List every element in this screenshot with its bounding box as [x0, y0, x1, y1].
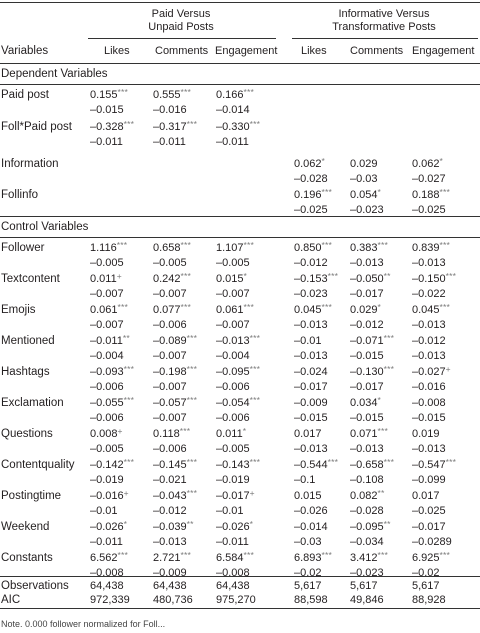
standard-error-cell: –0.013	[412, 257, 446, 269]
standard-error-cell: –0.027	[412, 173, 446, 185]
coefficient-cell: –0.071***	[350, 333, 395, 347]
standard-error-cell: –0.006	[90, 412, 124, 424]
significance-marker: ***	[180, 240, 192, 250]
col-header-likes-2: Likes	[301, 45, 327, 57]
coefficient-cell: –0.043***	[153, 488, 198, 502]
coefficient-cell: –0.017	[412, 521, 446, 533]
stat-value-cell: 64,438	[153, 580, 187, 592]
coefficient-cell: 0.008+	[90, 426, 123, 440]
coefficient-cell: –0.093***	[90, 364, 135, 378]
coefficient-cell: 0.015	[294, 490, 322, 502]
coefficient-cell: 0.034*	[350, 395, 382, 409]
standard-error-cell: –0.008	[90, 567, 124, 579]
standard-error-cell: –0.02	[294, 567, 322, 579]
coefficient-cell: 6.584***	[216, 550, 255, 564]
standard-error-cell: –0.023	[350, 204, 384, 216]
significance-marker: **	[186, 519, 194, 529]
significance-marker: *	[321, 156, 326, 166]
coefficient-cell: 6.893***	[294, 550, 333, 564]
significance-marker: ***	[383, 457, 395, 467]
coefficient-cell: 0.015*	[216, 271, 248, 285]
standard-error-cell: –0.03	[350, 173, 378, 185]
stat-value-cell: 64,438	[216, 580, 250, 592]
coefficient-cell: 0.196***	[294, 187, 333, 201]
significance-marker: ***	[439, 187, 451, 197]
col-header-comments-2: Comments	[350, 45, 404, 57]
coefficient-cell: –0.027+	[412, 364, 451, 378]
coefficient-cell: –0.016+	[90, 488, 129, 502]
control-section-rule	[0, 237, 480, 238]
significance-marker: ***	[249, 333, 261, 343]
table-top-rule	[0, 2, 480, 3]
col-header-comments-1: Comments	[155, 45, 209, 57]
significance-marker: +	[445, 364, 451, 374]
coefficient-cell: –0.095***	[216, 364, 261, 378]
standard-error-cell: –0.028	[350, 505, 384, 517]
row-label: Constants	[1, 552, 53, 564]
coefficient-cell: –0.130***	[350, 364, 395, 378]
standard-error-cell: –0.007	[90, 288, 124, 300]
standard-error-cell: –0.01	[90, 505, 118, 517]
significance-marker: ***	[243, 240, 255, 250]
significance-marker: +	[123, 488, 129, 498]
standard-error-cell: –0.026	[294, 505, 328, 517]
standard-error-cell: –0.011	[90, 136, 123, 148]
significance-marker: ***	[249, 364, 261, 374]
significance-marker: ***	[179, 426, 191, 436]
significance-marker: +	[249, 488, 255, 498]
significance-marker: *	[242, 426, 247, 436]
significance-marker: ***	[186, 395, 198, 405]
coefficient-cell: 0.839***	[412, 240, 451, 254]
coefficient-cell: 0.658***	[153, 240, 192, 254]
group-header-paid-line2: Unpaid Posts	[148, 21, 214, 33]
standard-error-cell: –0.1	[294, 474, 316, 486]
coefficient-cell: 6.562***	[90, 550, 129, 564]
significance-marker: *	[377, 187, 382, 197]
standard-error-cell: –0.015	[350, 412, 384, 424]
standard-error-cell: –0.025	[294, 204, 328, 216]
significance-marker: *	[249, 519, 254, 529]
standard-error-cell: –0.008	[216, 567, 250, 579]
standard-error-cell: –0.005	[216, 443, 250, 455]
coefficient-cell: 0.045***	[294, 302, 333, 316]
standard-error-cell: –0.013	[350, 443, 384, 455]
coefficient-cell: –0.009	[294, 397, 328, 409]
coefficient-cell: 0.011*	[216, 426, 247, 440]
coefficient-cell: 0.011+	[90, 271, 122, 285]
significance-marker: ***	[180, 302, 192, 312]
significance-marker: ***	[321, 550, 333, 560]
standard-error-cell: –0.005	[216, 257, 250, 269]
standard-error-cell: –0.013	[412, 443, 446, 455]
coefficient-cell: –0.01	[294, 335, 322, 347]
coefficient-cell: –0.330***	[216, 119, 261, 133]
coefficient-cell: 0.029*	[350, 302, 382, 316]
standard-error-cell: –0.005	[90, 257, 124, 269]
significance-marker: ***	[186, 364, 198, 374]
standard-error-cell: –0.017	[294, 381, 328, 393]
group-header-informative-line2: Transformative Posts	[332, 21, 436, 33]
significance-marker: ***	[123, 119, 135, 129]
significance-marker: **	[377, 488, 385, 498]
col-header-engagement-2: Engagement	[412, 45, 475, 57]
significance-marker: ***	[249, 457, 261, 467]
standard-error-cell: –0.011	[90, 536, 123, 548]
row-label: Information	[1, 158, 59, 170]
significance-marker: ***	[327, 457, 339, 467]
section-control-variables: Control Variables	[1, 221, 89, 233]
stat-value-cell: 972,339	[90, 594, 130, 606]
table-bottom-rule	[0, 608, 480, 609]
standard-error-cell: –0.006	[90, 381, 124, 393]
coefficient-cell: 1.107***	[216, 240, 255, 254]
significance-marker: ***	[377, 240, 389, 250]
significance-marker: ***	[117, 87, 129, 97]
significance-marker: ***	[321, 187, 333, 197]
row-label: Contentquality	[1, 459, 75, 471]
standard-error-cell: –0.028	[294, 173, 328, 185]
coefficient-cell: –0.024	[294, 366, 328, 378]
coefficient-cell: 0.062*	[294, 156, 326, 170]
row-label: Follower	[1, 242, 45, 254]
standard-error-cell: –0.01	[216, 505, 244, 517]
standard-error-cell: –0.013	[350, 257, 384, 269]
row-label: Hashtags	[1, 366, 50, 378]
significance-marker: ***	[383, 333, 395, 343]
standard-error-cell: –0.02	[412, 567, 440, 579]
row-label: Paid post	[1, 89, 49, 101]
standard-error-cell: –0.017	[350, 288, 384, 300]
coefficient-cell: –0.089***	[153, 333, 198, 347]
coefficient-cell: 3.412***	[350, 550, 389, 564]
row-label: Textcontent	[1, 273, 60, 285]
significance-marker: ***	[327, 271, 339, 281]
significance-marker: **	[122, 333, 130, 343]
coefficient-cell: 0.029	[350, 158, 378, 170]
significance-marker: ***	[383, 364, 395, 374]
group-header-paid-line1: Paid Versus	[151, 8, 211, 20]
standard-error-cell: –0.108	[350, 474, 384, 486]
standard-error-cell: –0.015	[90, 104, 124, 116]
standard-error-cell: –0.011	[216, 136, 249, 148]
coefficient-cell: –0.145***	[153, 457, 198, 471]
coefficient-cell: –0.017+	[216, 488, 255, 502]
significance-marker: *	[377, 302, 382, 312]
coefficient-cell: 0.188***	[412, 187, 451, 201]
stat-value-cell: 975,270	[216, 594, 256, 606]
coefficient-cell: –0.547***	[412, 457, 457, 471]
coefficient-cell: 0.071***	[350, 426, 389, 440]
coefficient-cell: –0.095**	[350, 519, 391, 533]
standard-error-cell: –0.013	[294, 443, 328, 455]
coefficient-cell: –0.011**	[90, 333, 130, 347]
standard-error-cell: –0.025	[412, 204, 446, 216]
significance-marker: **	[383, 519, 391, 529]
coefficient-cell: 0.155***	[90, 87, 129, 101]
significance-marker: ***	[116, 240, 128, 250]
coefficient-cell: 0.166***	[216, 87, 255, 101]
standard-error-cell: –0.025	[412, 505, 446, 517]
standard-error-cell: –0.023	[294, 288, 328, 300]
standard-error-cell: –0.011	[153, 136, 186, 148]
row-label: Foll*Paid post	[1, 121, 72, 133]
coefficient-cell: –0.026*	[216, 519, 254, 533]
significance-marker: ***	[117, 302, 129, 312]
standard-error-cell: –0.005	[153, 257, 187, 269]
variables-header: Variables	[1, 45, 49, 57]
standard-error-cell: –0.009	[153, 567, 187, 579]
stat-value-cell: 5,617	[412, 580, 440, 592]
row-label: Emojis	[1, 304, 36, 316]
standard-error-cell: –0.012	[350, 319, 384, 331]
row-label: Follinfo	[1, 189, 39, 201]
coefficient-cell: –0.328***	[90, 119, 135, 133]
section-dependent-variables: Dependent Variables	[1, 68, 108, 80]
standard-error-cell: –0.007	[216, 288, 250, 300]
coefficient-cell: –0.142***	[90, 457, 135, 471]
significance-marker: ***	[377, 426, 389, 436]
stat-label: Observations	[1, 580, 69, 592]
standard-error-cell: –0.015	[412, 412, 446, 424]
coefficient-cell: 0.061***	[90, 302, 129, 316]
header-bottom-rule	[0, 63, 480, 64]
stat-value-cell: 5,617	[294, 580, 322, 592]
standard-error-cell: –0.013	[412, 319, 446, 331]
significance-marker: ***	[377, 550, 389, 560]
coefficient-cell: 0.061***	[216, 302, 255, 316]
standard-error-cell: –0.019	[216, 474, 250, 486]
row-label: Exclamation	[1, 397, 64, 409]
standard-error-cell: –0.099	[412, 474, 446, 486]
significance-marker: ***	[180, 271, 192, 281]
standard-error-cell: –0.012	[294, 257, 328, 269]
stat-value-cell: 5,617	[350, 580, 378, 592]
significance-marker: ***	[243, 302, 255, 312]
standard-error-cell: –0.0289	[412, 536, 452, 548]
group-rule-paid	[88, 38, 276, 39]
group-rule-informative	[292, 38, 478, 39]
standard-error-cell: –0.007	[153, 350, 187, 362]
significance-marker: *	[377, 395, 382, 405]
standard-error-cell: –0.005	[90, 443, 124, 455]
standard-error-cell: –0.007	[90, 319, 124, 331]
stat-value-cell: 49,846	[350, 594, 384, 606]
standard-error-cell: –0.016	[153, 104, 187, 116]
standard-error-cell: –0.013	[294, 350, 328, 362]
standard-error-cell: –0.007	[216, 319, 250, 331]
significance-marker: ***	[439, 302, 451, 312]
significance-marker: ***	[123, 364, 135, 374]
stat-value-cell: 480,736	[153, 594, 193, 606]
significance-marker: ***	[180, 87, 192, 97]
significance-marker: +	[117, 426, 123, 436]
coefficient-cell: –0.055***	[90, 395, 135, 409]
standard-error-cell: –0.012	[153, 505, 187, 517]
significance-marker: ***	[445, 271, 457, 281]
significance-marker: ***	[186, 333, 198, 343]
significance-marker: *	[243, 271, 248, 281]
standard-error-cell: –0.006	[216, 381, 250, 393]
significance-marker: ***	[439, 240, 451, 250]
coefficient-cell: 0.555***	[153, 87, 192, 101]
coefficient-cell: 0.850***	[294, 240, 333, 254]
coefficient-cell: 0.062*	[412, 156, 444, 170]
coefficient-cell: –0.658***	[350, 457, 395, 471]
dependent-section-rule	[0, 84, 480, 85]
standard-error-cell: –0.034	[350, 536, 384, 548]
significance-marker: ***	[186, 488, 198, 498]
significance-marker: ***	[186, 119, 198, 129]
coefficient-cell: –0.050**	[350, 271, 391, 285]
coefficient-cell: 0.077***	[153, 302, 192, 316]
coefficient-cell: –0.054***	[216, 395, 261, 409]
significance-marker: **	[383, 271, 391, 281]
table-footnote: Note. 0.000 follower normalized for Foll...	[1, 619, 166, 629]
coefficient-cell: 0.082**	[350, 488, 385, 502]
standard-error-cell: –0.006	[216, 412, 250, 424]
standard-error-cell: –0.017	[350, 381, 384, 393]
standard-error-cell: –0.021	[153, 474, 187, 486]
significance-marker: ***	[180, 550, 192, 560]
significance-marker: ***	[249, 119, 261, 129]
row-label: Questions	[1, 428, 53, 440]
significance-marker: ***	[439, 550, 451, 560]
standard-error-cell: –0.007	[153, 412, 187, 424]
coefficient-cell: –0.198***	[153, 364, 198, 378]
row-label: Mentioned	[1, 335, 55, 347]
row-label: Weekend	[1, 521, 50, 533]
standard-error-cell: –0.007	[153, 381, 187, 393]
significance-marker: *	[439, 156, 444, 166]
standard-error-cell: –0.004	[216, 350, 250, 362]
standard-error-cell: –0.015	[294, 412, 328, 424]
significance-marker: ***	[243, 87, 255, 97]
coefficient-cell: –0.013***	[216, 333, 261, 347]
coefficient-cell: 0.242***	[153, 271, 192, 285]
standard-error-cell: –0.014	[216, 104, 250, 116]
coefficient-cell: –0.150***	[412, 271, 457, 285]
standard-error-cell: –0.016	[412, 381, 446, 393]
significance-marker: +	[116, 271, 122, 281]
coefficient-cell: 0.054*	[350, 187, 382, 201]
coefficient-cell: –0.057***	[153, 395, 198, 409]
significance-marker: *	[123, 519, 128, 529]
coefficient-cell: 0.118***	[153, 426, 191, 440]
coefficient-cell: –0.014	[294, 521, 328, 533]
significance-marker: ***	[186, 457, 198, 467]
standard-error-cell: –0.019	[90, 474, 124, 486]
significance-marker: ***	[123, 395, 135, 405]
coefficient-cell: 0.017	[412, 490, 440, 502]
standard-error-cell: –0.013	[412, 350, 446, 362]
significance-marker: ***	[243, 550, 255, 560]
coefficient-cell: –0.012	[412, 335, 446, 347]
coefficient-cell: –0.008	[412, 397, 446, 409]
standard-error-cell: –0.03	[294, 536, 322, 548]
standard-error-cell: –0.015	[350, 350, 384, 362]
coefficient-cell: –0.026*	[90, 519, 128, 533]
stat-value-cell: 64,438	[90, 580, 124, 592]
coefficient-cell: –0.039**	[153, 519, 194, 533]
significance-marker: ***	[249, 395, 261, 405]
coefficient-cell: 6.925***	[412, 550, 451, 564]
standard-error-cell: –0.013	[153, 536, 187, 548]
standard-error-cell: –0.011	[216, 536, 249, 548]
standard-error-cell: –0.006	[153, 443, 187, 455]
row-label: Postingtime	[1, 490, 62, 502]
significance-marker: ***	[321, 302, 333, 312]
standard-error-cell: –0.023	[350, 567, 384, 579]
significance-marker: ***	[123, 457, 135, 467]
standard-error-cell: –0.006	[153, 319, 187, 331]
significance-marker: ***	[117, 550, 129, 560]
standard-error-cell: –0.013	[294, 319, 328, 331]
group-header-informative-line1: Informative Versus	[338, 8, 430, 20]
col-header-likes-1: Likes	[104, 45, 130, 57]
coefficient-cell: 0.017	[294, 428, 322, 440]
coefficient-cell: 0.383***	[350, 240, 389, 254]
stat-value-cell: 88,928	[412, 594, 446, 606]
control-section-top-rule	[0, 216, 480, 217]
coefficient-cell: –0.143***	[216, 457, 261, 471]
coefficient-cell: –0.153***	[294, 271, 339, 285]
significance-marker: ***	[321, 240, 333, 250]
standard-error-cell: –0.004	[90, 350, 124, 362]
significance-marker: ***	[445, 457, 457, 467]
coefficient-cell: 2.721***	[153, 550, 192, 564]
standard-error-cell: –0.007	[153, 288, 187, 300]
coefficient-cell: –0.544***	[294, 457, 339, 471]
stat-label: AIC	[1, 594, 21, 606]
standard-error-cell: –0.022	[412, 288, 446, 300]
col-header-engagement-1: Engagement	[215, 45, 278, 57]
coefficient-cell: –0.317***	[153, 119, 198, 133]
coefficient-cell: 1.116***	[90, 240, 128, 254]
stat-value-cell: 88,598	[294, 594, 328, 606]
coefficient-cell: 0.045***	[412, 302, 451, 316]
coefficient-cell: 0.019	[412, 428, 440, 440]
